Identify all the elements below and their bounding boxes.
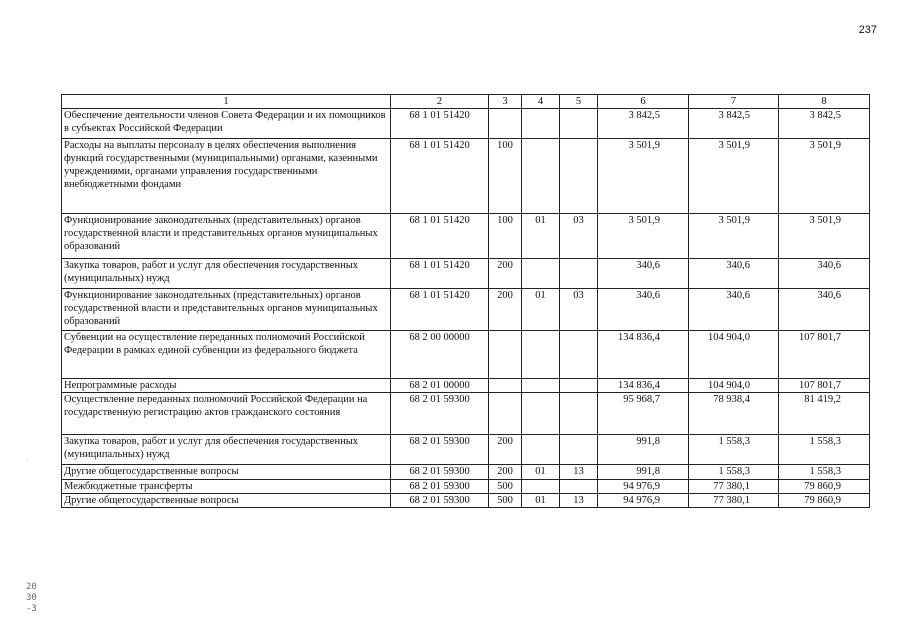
row-amount-col8-cell: 107 801,7	[779, 379, 870, 393]
row-amount-col6-cell: 991,8	[598, 435, 689, 465]
column-header: 3	[489, 95, 522, 109]
row-amount-col6-cell: 95 968,7	[598, 393, 689, 435]
row-code-cell: 68 1 01 51420	[391, 139, 489, 214]
row-code-cell: 68 2 01 59300	[391, 393, 489, 435]
row-subsection-cell	[560, 331, 598, 379]
row-subsection-cell	[560, 480, 598, 494]
row-code-cell: 68 2 01 59300	[391, 465, 489, 480]
table-row	[62, 214, 870, 259]
row-code-cell: 68 2 01 59300	[391, 480, 489, 494]
row-amount-col7-cell: 104 904,0	[689, 379, 779, 393]
row-expense-type-cell: 200	[489, 435, 522, 465]
column-header: 1	[62, 95, 391, 109]
row-section-cell	[522, 379, 560, 393]
row-code-cell: 68 2 00 00000	[391, 331, 489, 379]
row-amount-col6-cell: 134 836,4	[598, 379, 689, 393]
row-amount-col6-cell: 94 976,9	[598, 480, 689, 494]
row-amount-col8-cell: 340,6	[779, 289, 870, 331]
row-amount-col6-cell: 134 836,4	[598, 331, 689, 379]
row-name-cell: Другие общегосударственные вопросы	[62, 494, 391, 508]
row-amount-col7-cell: 3 842,5	[689, 109, 779, 139]
margin-marks: 20 30 -3	[26, 582, 37, 614]
table-row	[62, 494, 870, 508]
table-row	[62, 109, 870, 139]
row-expense-type-cell: 200	[489, 465, 522, 480]
row-subsection-cell: 03	[560, 289, 598, 331]
row-amount-col6-cell: 340,6	[598, 289, 689, 331]
table-row	[62, 393, 870, 435]
table-row	[62, 331, 870, 379]
row-section-cell	[522, 393, 560, 435]
row-expense-type-cell: 200	[489, 289, 522, 331]
row-section-cell	[522, 139, 560, 214]
row-name-cell: Непрограммные расходы	[62, 379, 391, 393]
row-section-cell: 01	[522, 494, 560, 508]
row-expense-type-cell	[489, 393, 522, 435]
row-amount-col8-cell: 3 501,9	[779, 214, 870, 259]
row-amount-col8-cell: 79 860,9	[779, 480, 870, 494]
row-subsection-cell	[560, 393, 598, 435]
row-subsection-cell: 13	[560, 465, 598, 480]
row-amount-col8-cell: 3 842,5	[779, 109, 870, 139]
row-name-cell: Функционирование законодательных (представительных) органов государственной власти и представительных органов муниципальных образований	[62, 214, 391, 259]
row-expense-type-cell: 500	[489, 494, 522, 508]
table-row	[62, 435, 870, 465]
row-code-cell: 68 1 01 51420	[391, 259, 489, 289]
row-expense-type-cell: 100	[489, 139, 522, 214]
row-subsection-cell	[560, 259, 598, 289]
row-section-cell	[522, 435, 560, 465]
row-expense-type-cell	[489, 331, 522, 379]
row-section-cell: 01	[522, 289, 560, 331]
row-amount-col8-cell: 3 501,9	[779, 139, 870, 214]
row-section-cell	[522, 480, 560, 494]
margin-dot: ·	[26, 456, 29, 465]
row-amount-col7-cell: 104 904,0	[689, 331, 779, 379]
budget-table	[61, 94, 870, 508]
table-row	[62, 465, 870, 480]
row-name-cell: Функционирование законодательных (представительных) органов государственной власти и представительных органов муниципальных образований	[62, 289, 391, 331]
row-name-cell: Осуществление переданных полномочий Российской Федерации на государственную регистрацию актов гражданского состояния	[62, 393, 391, 435]
row-amount-col8-cell: 340,6	[779, 259, 870, 289]
row-amount-col6-cell: 991,8	[598, 465, 689, 480]
row-amount-col7-cell: 340,6	[689, 289, 779, 331]
row-name-cell: Обеспечение деятельности членов Совета Федерации и их помощников в субъектах Российской Федерации	[62, 109, 391, 139]
row-amount-col7-cell: 78 938,4	[689, 393, 779, 435]
column-header: 7	[689, 95, 779, 109]
row-expense-type-cell	[489, 379, 522, 393]
column-header: 5	[560, 95, 598, 109]
row-amount-col8-cell: 107 801,7	[779, 331, 870, 379]
row-expense-type-cell: 100	[489, 214, 522, 259]
column-header: 2	[391, 95, 489, 109]
row-amount-col6-cell: 3 501,9	[598, 139, 689, 214]
row-amount-col7-cell: 1 558,3	[689, 465, 779, 480]
row-name-cell: Межбюджетные трансферты	[62, 480, 391, 494]
page-number: 237	[858, 24, 877, 36]
row-amount-col7-cell: 3 501,9	[689, 214, 779, 259]
column-header: 6	[598, 95, 689, 109]
row-amount-col8-cell: 81 419,2	[779, 393, 870, 435]
row-code-cell: 68 2 01 59300	[391, 494, 489, 508]
row-amount-col8-cell: 1 558,3	[779, 435, 870, 465]
row-amount-col7-cell: 1 558,3	[689, 435, 779, 465]
row-amount-col7-cell: 77 380,1	[689, 494, 779, 508]
row-subsection-cell: 13	[560, 494, 598, 508]
row-amount-col7-cell: 340,6	[689, 259, 779, 289]
row-section-cell: 01	[522, 465, 560, 480]
row-code-cell: 68 1 01 51420	[391, 289, 489, 331]
row-code-cell: 68 1 01 51420	[391, 214, 489, 259]
row-amount-col8-cell: 79 860,9	[779, 494, 870, 508]
table-row	[62, 379, 870, 393]
row-name-cell: Другие общегосударственные вопросы	[62, 465, 391, 480]
row-name-cell: Субвенции на осуществление переданных полномочий Российской Федерации в рамках единой субвенции из федерального бюджета	[62, 331, 391, 379]
row-name-cell: Закупка товаров, работ и услуг для обеспечения государственных (муниципальных) нужд	[62, 435, 391, 465]
header-row	[62, 95, 870, 109]
table-body	[62, 109, 870, 508]
row-subsection-cell	[560, 139, 598, 214]
column-header: 4	[522, 95, 560, 109]
row-section-cell	[522, 331, 560, 379]
table-row	[62, 139, 870, 214]
table-row	[62, 259, 870, 289]
table-row	[62, 289, 870, 331]
row-amount-col6-cell: 3 842,5	[598, 109, 689, 139]
row-amount-col6-cell: 3 501,9	[598, 214, 689, 259]
row-subsection-cell	[560, 435, 598, 465]
row-code-cell: 68 2 01 00000	[391, 379, 489, 393]
row-name-cell: Расходы на выплаты персоналу в целях обеспечения выполнения функций государственными (муниципальными) органами, казенными учреждениями, органами управления государственными внебюджетными фондами	[62, 139, 391, 214]
column-header: 8	[779, 95, 870, 109]
row-expense-type-cell: 200	[489, 259, 522, 289]
row-section-cell	[522, 109, 560, 139]
row-amount-col7-cell: 77 380,1	[689, 480, 779, 494]
row-amount-col8-cell: 1 558,3	[779, 465, 870, 480]
row-amount-col6-cell: 94 976,9	[598, 494, 689, 508]
row-expense-type-cell	[489, 109, 522, 139]
row-code-cell: 68 2 01 59300	[391, 435, 489, 465]
table-row	[62, 480, 870, 494]
row-amount-col7-cell: 3 501,9	[689, 139, 779, 214]
row-expense-type-cell: 500	[489, 480, 522, 494]
row-code-cell: 68 1 01 51420	[391, 109, 489, 139]
row-name-cell: Закупка товаров, работ и услуг для обеспечения государственных (муниципальных) нужд	[62, 259, 391, 289]
row-subsection-cell	[560, 379, 598, 393]
row-section-cell: 01	[522, 214, 560, 259]
row-amount-col6-cell: 340,6	[598, 259, 689, 289]
row-subsection-cell	[560, 109, 598, 139]
row-subsection-cell: 03	[560, 214, 598, 259]
row-section-cell	[522, 259, 560, 289]
